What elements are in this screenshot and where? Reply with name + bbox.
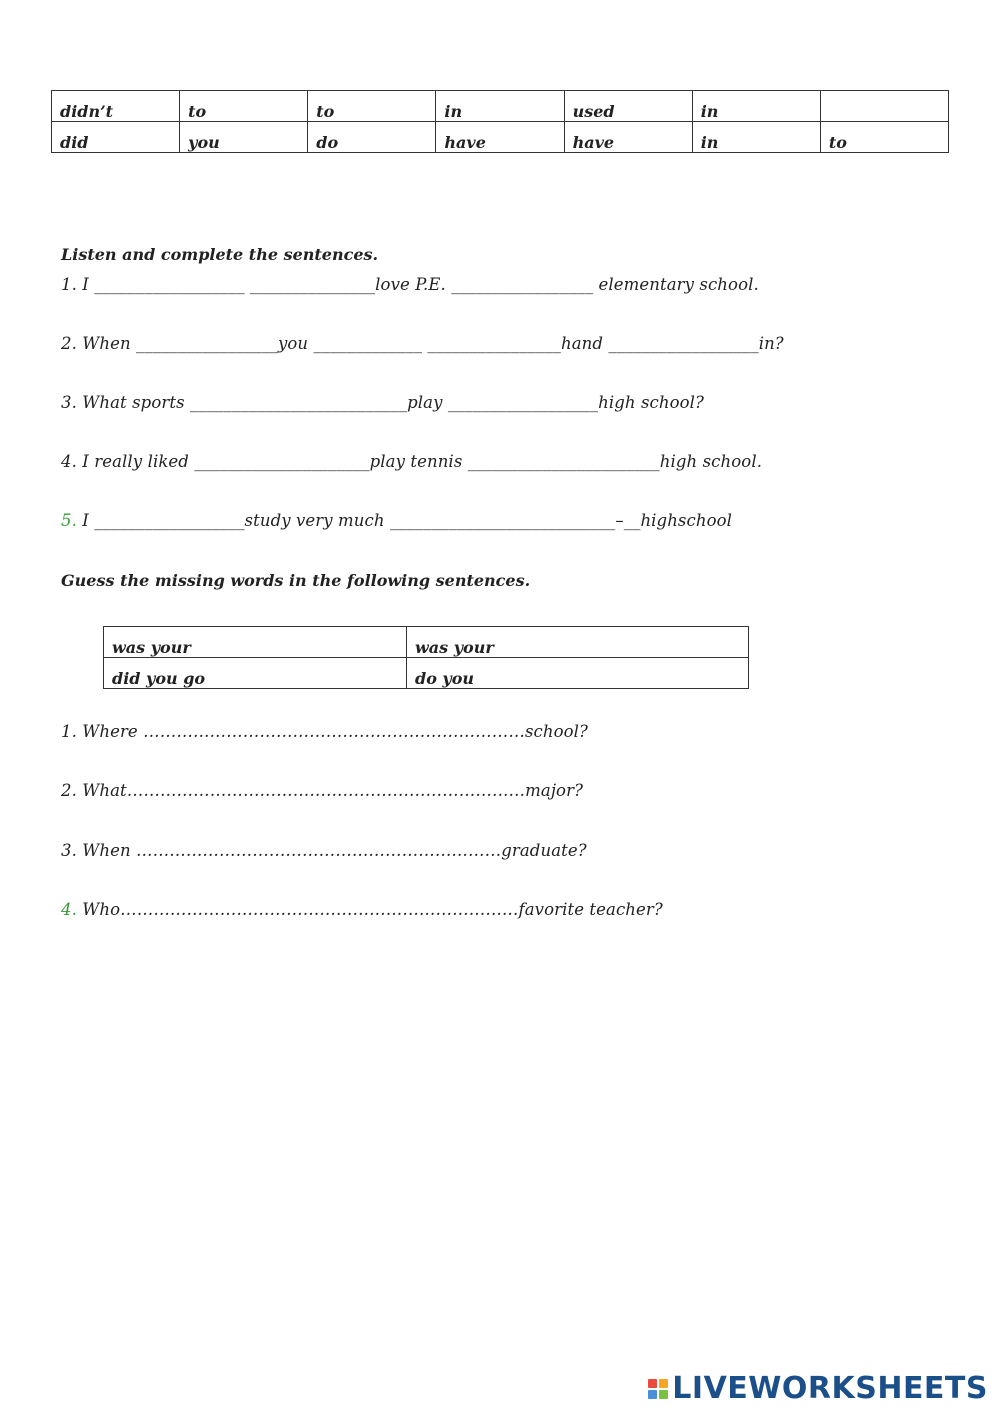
exercise-line: [61, 511, 732, 530]
line-number: 1.: [61, 275, 77, 294]
liveworksheets-logo: [648, 1371, 988, 1406]
guess-table-cell: was your: [407, 627, 749, 658]
guess-table-cell: do you: [407, 658, 749, 689]
line-text: Where ……………………………………………………………school?: [76, 722, 588, 741]
word-bank-row: [52, 91, 949, 122]
word-bank-cell: in: [692, 91, 820, 122]
word-bank-cell: in: [436, 91, 564, 122]
exercise-line: [61, 452, 762, 471]
word-bank-cell: to: [820, 122, 948, 153]
logo-square: [659, 1379, 668, 1388]
word-bank-cell: to: [308, 91, 436, 122]
section-heading-listen: Listen and complete the sentences.: [61, 245, 379, 264]
line-text: I really liked _____________________play tennis _______________________high school.: [76, 452, 763, 471]
guess-table-cell: did you go: [104, 658, 407, 689]
word-bank-cell: to: [180, 91, 308, 122]
guess-table-row: [104, 658, 749, 689]
exercise-line: [61, 781, 583, 800]
line-text: I __________________ _______________love P.E. _________________ elementary school.: [76, 275, 759, 294]
exercise-line: [61, 334, 784, 353]
word-bank-row: [52, 122, 949, 153]
line-text: Who………………………………………………………………favorite teacher?: [76, 900, 663, 919]
word-bank-cell: have: [436, 122, 564, 153]
exercise-line: [61, 393, 704, 412]
guess-table-cell: was your: [104, 627, 407, 658]
logo-square: [648, 1390, 657, 1399]
word-bank-table: [51, 90, 949, 153]
logo-grid-icon: [648, 1379, 668, 1399]
line-text: When _________________you _____________ ________________hand __________________in?: [76, 334, 784, 353]
word-bank-cell: used: [564, 91, 692, 122]
section-heading-guess: Guess the missing words in the following sentences.: [61, 571, 531, 590]
line-number: 3.: [61, 393, 77, 412]
line-text: When …………………………………………………………graduate?: [76, 841, 587, 860]
exercise-line: [61, 841, 587, 860]
exercise-line: [61, 722, 588, 741]
line-number: 3.: [61, 841, 77, 860]
word-bank-cell: [820, 91, 948, 122]
guess-table-row: [104, 627, 749, 658]
word-bank-cell: do: [308, 122, 436, 153]
word-bank-cell: you: [180, 122, 308, 153]
logo-square: [648, 1379, 657, 1388]
word-bank-cell: in: [692, 122, 820, 153]
line-text: What sports __________________________play __________________high school?: [76, 393, 704, 412]
line-text: I __________________study very much ___________________________–__highschool: [76, 511, 733, 530]
word-bank-cell: didn’t: [52, 91, 180, 122]
line-number: 4.: [61, 452, 77, 471]
line-number: 2.: [61, 781, 77, 800]
line-text: What………………………………………………………………major?: [76, 781, 584, 800]
word-bank-cell: did: [52, 122, 180, 153]
exercise-line: [61, 275, 759, 294]
exercise-line: [61, 900, 663, 919]
logo-square: [659, 1390, 668, 1399]
line-number: 4.: [61, 900, 77, 919]
logo-text: LIVEWORKSHEETS: [672, 1371, 988, 1406]
guess-word-table: [103, 626, 749, 689]
word-bank-cell: have: [564, 122, 692, 153]
line-number: 5.: [61, 511, 77, 530]
line-number: 1.: [61, 722, 77, 741]
line-number: 2.: [61, 334, 77, 353]
